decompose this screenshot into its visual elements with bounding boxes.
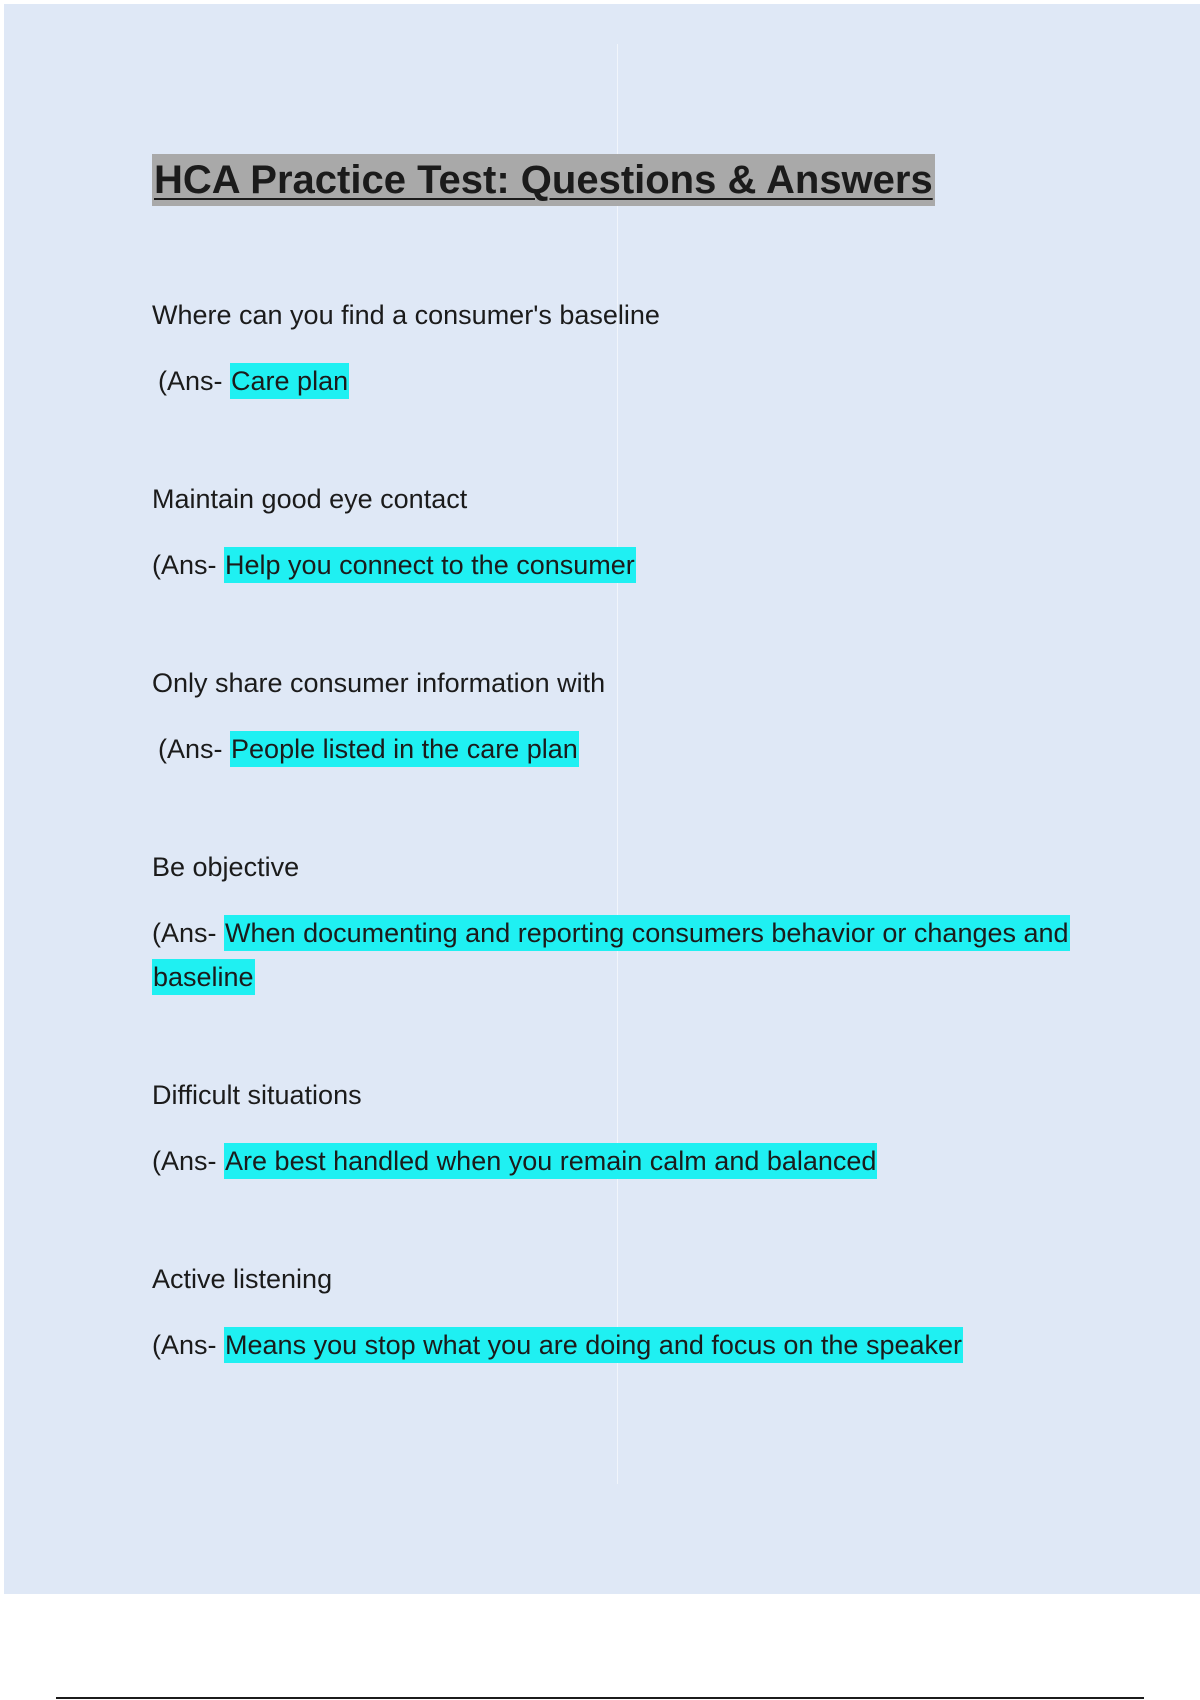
qa-item-3	[152, 665, 1092, 771]
answer-line	[152, 543, 1092, 587]
answer-line	[152, 359, 1092, 403]
qa-item-2	[152, 481, 1092, 587]
question-text: Difficult situations	[152, 1080, 362, 1110]
answer-text: Help you connect to the consumer	[224, 547, 636, 583]
question-text: Maintain good eye contact	[152, 484, 468, 514]
answer-line	[152, 1139, 1092, 1183]
answer-line	[152, 1323, 1092, 1367]
question-text: Be objective	[152, 852, 300, 882]
answer-prefix: (Ans-	[152, 550, 217, 580]
answer-line	[152, 727, 1092, 771]
question-text: Where can you find a consumer's baseline	[152, 300, 660, 330]
answer-text: When documenting and reporting consumers behavior or changes and baseline	[152, 915, 1070, 995]
answer-text: Are best handled when you remain calm and balanced	[224, 1143, 877, 1179]
question-text: Only share consumer information with	[152, 668, 606, 698]
document-page	[4, 4, 1200, 1594]
answer-prefix: (Ans-	[152, 1330, 217, 1360]
answer-prefix: (Ans-	[152, 918, 217, 948]
question-text: Active listening	[152, 1264, 333, 1294]
answer-text: People listed in the care plan	[230, 731, 579, 767]
answer-text: Care plan	[230, 363, 349, 399]
page-title: HCA Practice Test: Questions & Answers	[152, 154, 935, 206]
qa-item-4	[152, 849, 1092, 999]
answer-prefix: (Ans-	[158, 366, 223, 396]
answer-text: Means you stop what you are doing and focus on the speaker	[224, 1327, 963, 1363]
answer-line	[152, 911, 1092, 999]
qa-item-5	[152, 1077, 1092, 1183]
footer-divider	[56, 1697, 1144, 1699]
answer-prefix: (Ans-	[158, 734, 223, 764]
qa-item-1	[152, 297, 1092, 403]
qa-item-6	[152, 1261, 1092, 1367]
answer-prefix: (Ans-	[152, 1146, 217, 1176]
